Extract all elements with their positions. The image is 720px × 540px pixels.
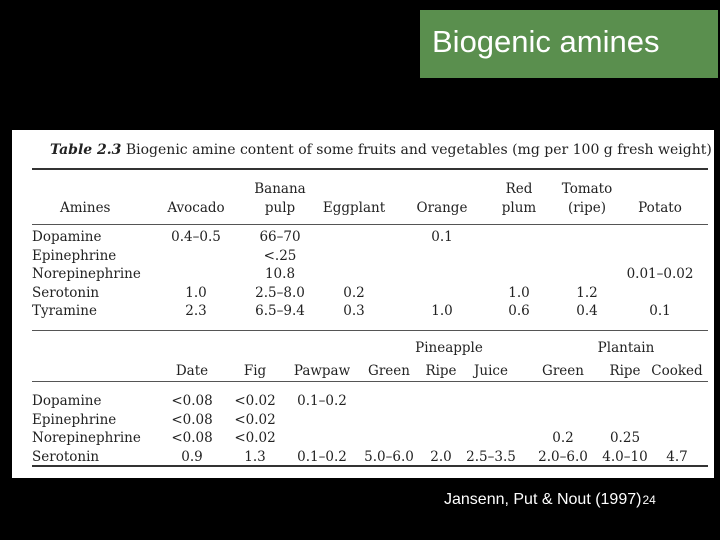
table-cell: 0.9 xyxy=(181,449,203,465)
column-header: Green xyxy=(542,363,584,379)
table-caption-label: Table 2.3 xyxy=(50,142,122,158)
table-top-rule xyxy=(32,168,708,170)
slide-title: Biogenic amines xyxy=(432,24,660,59)
row-label: Epinephrine xyxy=(32,412,117,428)
column-header: (ripe) xyxy=(568,200,606,216)
table-cell: <0.08 xyxy=(171,412,213,428)
row-label: Dopamine xyxy=(32,393,102,409)
table-cell: <0.02 xyxy=(234,412,276,428)
table-cell: 0.4 xyxy=(576,303,598,319)
column-header: Fig xyxy=(243,363,267,379)
table-cell: 1.0 xyxy=(508,285,530,301)
table-cell: 6.5–9.4 xyxy=(255,303,305,319)
table-cell: <0.02 xyxy=(234,393,276,409)
group-header-plantain: Plantain xyxy=(597,340,655,356)
column-header: Amines xyxy=(60,200,111,216)
column-header: Ripe xyxy=(609,363,641,379)
column-header: Date xyxy=(175,363,209,379)
table-cell: 1.2 xyxy=(576,285,598,301)
table-cell: 10.8 xyxy=(264,266,296,282)
column-header: Banana xyxy=(254,181,306,197)
slide-number: 24 xyxy=(642,493,656,507)
column-header: Red xyxy=(505,181,533,197)
table-cell: 0.6 xyxy=(508,303,530,319)
table-cell: <0.08 xyxy=(171,393,213,409)
table-cell: 2.0 xyxy=(430,449,452,465)
column-header: Tomato xyxy=(561,181,613,197)
row-label: Serotonin xyxy=(32,285,100,301)
table-cell: 1.3 xyxy=(244,449,266,465)
section1-header-rule xyxy=(32,224,708,225)
table-cell: 1.0 xyxy=(185,285,207,301)
column-header: Avocado xyxy=(167,200,225,216)
table-caption-text: Biogenic amine content of some fruits and vegetables (mg per 100 g fresh weight) xyxy=(125,142,712,158)
column-header: pulp xyxy=(264,200,296,216)
table-cell: 66–70 xyxy=(259,229,301,245)
slide-footer xyxy=(444,491,656,509)
table-cell: 0.3 xyxy=(343,303,365,319)
table-cell: <0.08 xyxy=(171,430,213,446)
table-cell: 0.1–0.2 xyxy=(297,393,347,409)
table-cell: 0.4–0.5 xyxy=(171,229,221,245)
group-header-pineapple: Pineapple xyxy=(415,340,483,356)
table-cell: 4.7 xyxy=(666,449,688,465)
table-cell: 0.01–0.02 xyxy=(626,266,694,282)
column-header: Orange xyxy=(416,200,468,216)
slide-title-box xyxy=(420,10,718,78)
table-cell: <.25 xyxy=(263,248,297,264)
table-image-panel xyxy=(12,130,714,478)
row-label: Tyramine xyxy=(32,303,97,319)
row-label: Norepinephrine xyxy=(32,266,141,282)
table-cell: 0.2 xyxy=(552,430,574,446)
section2-header-rule xyxy=(32,381,708,382)
table-cell: 2.5–8.0 xyxy=(255,285,305,301)
citation-text: Jansenn, Put & Nout (1997) xyxy=(444,491,642,508)
table-cell: 4.0–10 xyxy=(602,449,648,465)
table-bottom-rule xyxy=(32,465,708,467)
table-cell: 0.25 xyxy=(609,430,641,446)
column-header: Cooked xyxy=(651,363,703,379)
table-cell: 0.2 xyxy=(343,285,365,301)
table-cell: 5.0–6.0 xyxy=(364,449,414,465)
table-cell: <0.02 xyxy=(234,430,276,446)
row-label: Norepinephrine xyxy=(32,430,141,446)
column-header: Pawpaw xyxy=(293,363,351,379)
column-header: Juice xyxy=(474,363,508,379)
column-header: Green xyxy=(368,363,410,379)
row-label: Dopamine xyxy=(32,229,102,245)
table-caption xyxy=(50,142,712,158)
column-header: Potato xyxy=(638,200,682,216)
column-header: Ripe xyxy=(425,363,457,379)
table-cell: 1.0 xyxy=(431,303,453,319)
column-header: Eggplant xyxy=(322,200,386,216)
table-cell: 0.1 xyxy=(431,229,453,245)
table-cell: 2.5–3.5 xyxy=(466,449,516,465)
table-cell: 0.1 xyxy=(649,303,671,319)
column-header: plum xyxy=(501,200,537,216)
table-cell: 2.3 xyxy=(185,303,207,319)
section-divider-rule xyxy=(32,330,708,331)
row-label: Serotonin xyxy=(32,449,100,465)
table-cell: 0.1–0.2 xyxy=(297,449,347,465)
table-cell: 2.0–6.0 xyxy=(538,449,588,465)
row-label: Epinephrine xyxy=(32,248,117,264)
